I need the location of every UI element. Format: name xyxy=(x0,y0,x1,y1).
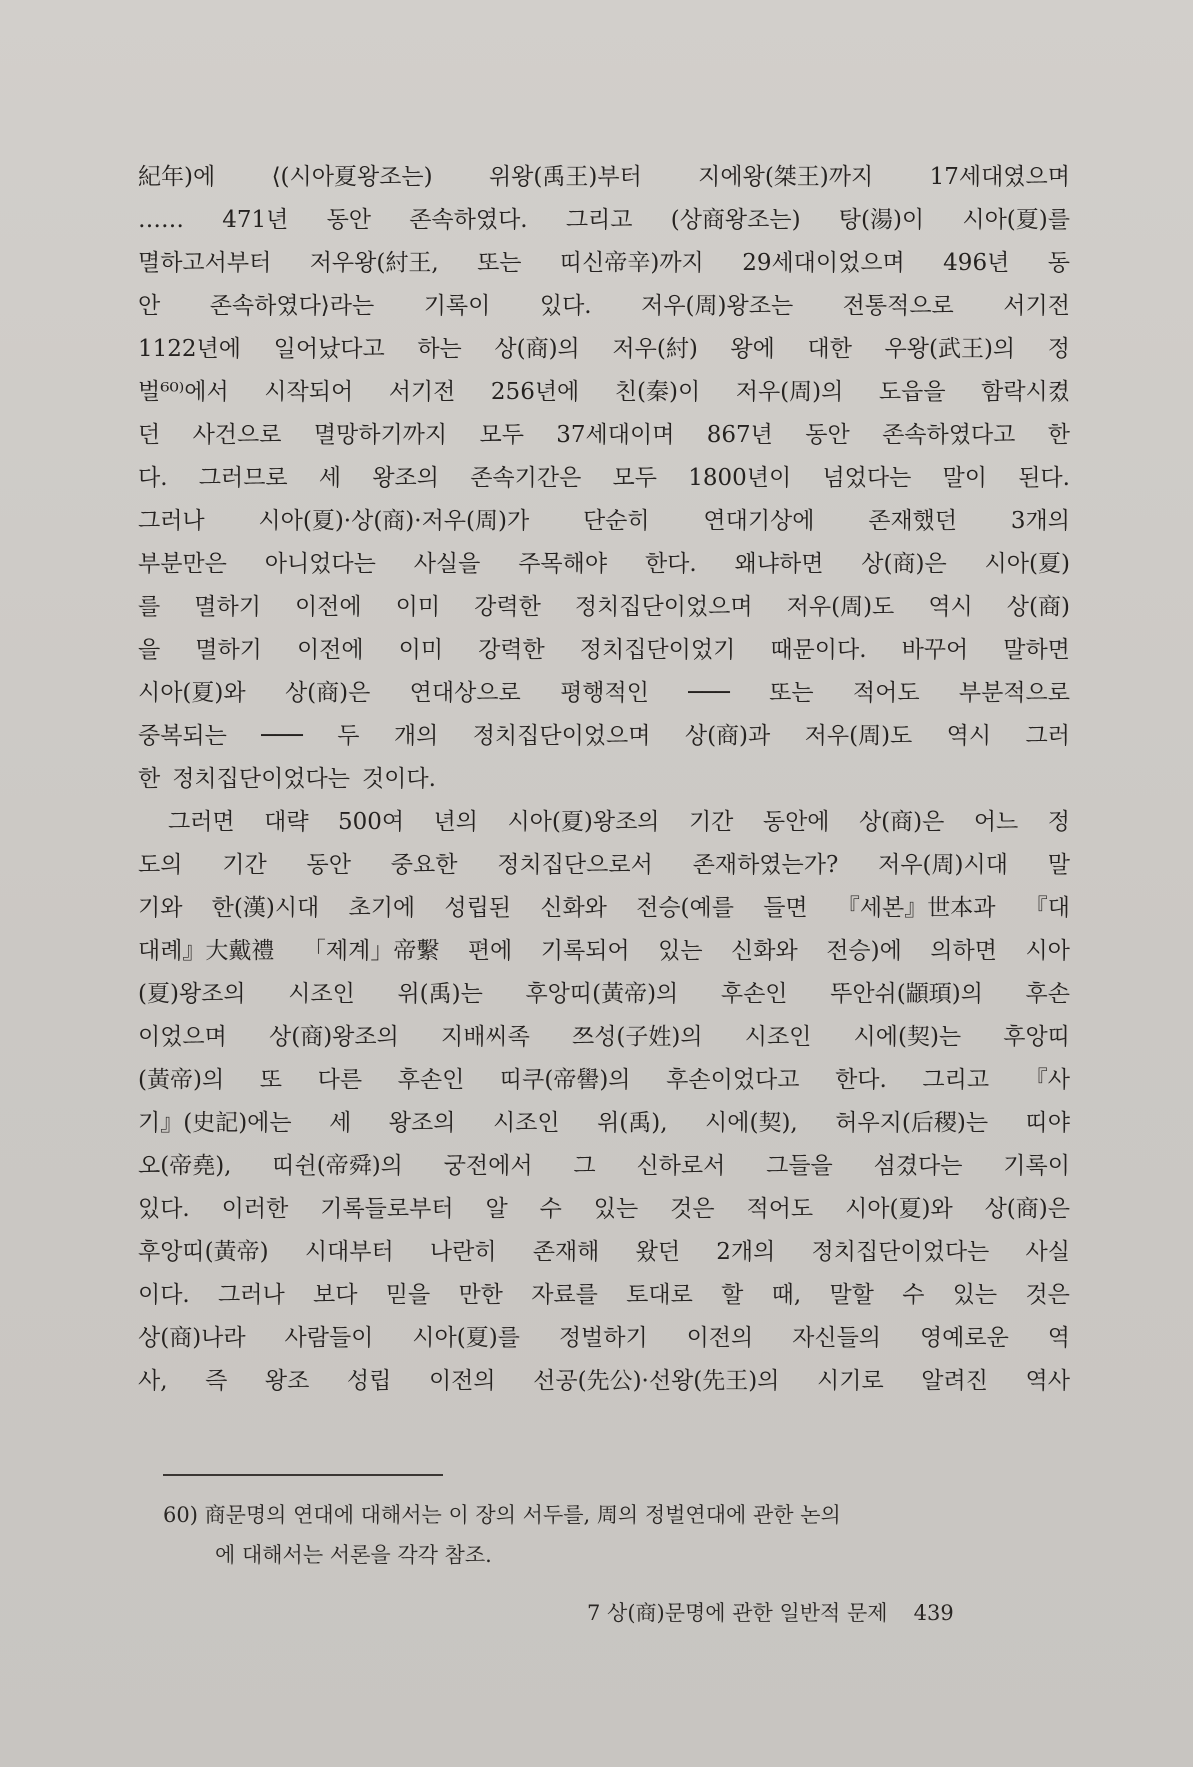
word: 자료를 xyxy=(531,1282,598,1308)
text-line xyxy=(138,930,1070,973)
word: 세 xyxy=(329,1110,352,1136)
word: 존재해 xyxy=(532,1239,600,1265)
word: (상商왕조는) xyxy=(670,207,801,233)
word: 존속기간은 xyxy=(470,465,582,491)
word: 적어도 xyxy=(746,1196,814,1222)
paragraph-2 xyxy=(138,801,1070,1403)
word: ─── xyxy=(261,723,303,749)
word: 존속하였다. xyxy=(409,207,528,233)
word: 저우(周)도 xyxy=(804,723,913,749)
word: 기록들로부터 xyxy=(320,1196,454,1222)
word: 시아(夏)를 xyxy=(962,207,1070,233)
word: 동안 xyxy=(306,852,351,878)
word: 있다. xyxy=(539,293,592,319)
word: 평행적인 xyxy=(560,680,649,706)
word: 상(商)은 xyxy=(284,680,371,706)
word: 정치집단이었다는 xyxy=(811,1239,990,1265)
text-line xyxy=(138,1059,1070,1102)
word: 있다. xyxy=(138,1196,190,1222)
word: 멸망하기까지 xyxy=(313,422,448,448)
text-line xyxy=(138,629,1070,672)
word: 의하면 xyxy=(930,938,997,964)
word: 들면 xyxy=(763,895,808,921)
word: 초기에 xyxy=(348,895,416,921)
word: 후앙띠(黃帝)의 xyxy=(525,981,679,1007)
word: 저우왕(紂王, xyxy=(309,250,439,276)
word: 대한 xyxy=(807,336,852,362)
word: 중복되는 xyxy=(138,723,227,749)
text-line xyxy=(138,1016,1070,1059)
word: 시에(契)는 xyxy=(853,1024,962,1050)
word: 정치집단으로서 xyxy=(497,852,653,878)
word: 사건으로 xyxy=(192,422,282,448)
word: 수 xyxy=(539,1196,562,1222)
word: 이전에 xyxy=(294,594,362,620)
word: 있는 xyxy=(593,1196,639,1222)
text-line xyxy=(138,371,1070,414)
word: 지에왕(桀王)까지 xyxy=(698,164,874,190)
word: 쯔성(子姓)의 xyxy=(572,1024,703,1050)
word: 사실을 xyxy=(413,551,481,577)
text-line xyxy=(138,887,1070,930)
word: 함락시켰 xyxy=(981,379,1070,405)
word: 정치집단이었다는 xyxy=(172,766,350,792)
word: 토대로 xyxy=(626,1282,693,1308)
word: 왕조 xyxy=(264,1368,310,1394)
word: 연대상으로 xyxy=(409,680,521,706)
word: 존재하였는가? xyxy=(692,852,839,878)
page-number: 439 xyxy=(913,1601,954,1625)
footnote-divider xyxy=(163,1474,443,1476)
word: 신하로서 xyxy=(636,1153,726,1179)
word: 역사 xyxy=(1025,1368,1070,1394)
word: 말 xyxy=(1047,852,1070,878)
word: 다. xyxy=(138,465,168,491)
word: 그 xyxy=(573,1153,596,1179)
word: 탕(湯)이 xyxy=(838,207,925,233)
word: 때, xyxy=(771,1282,802,1308)
word: (黃帝)의 xyxy=(138,1067,225,1093)
text-line xyxy=(138,715,1070,758)
text-line xyxy=(138,285,1070,328)
word: 우왕(武王)의 xyxy=(884,336,1016,362)
word: 시아 xyxy=(1025,938,1070,964)
word: 그리고 xyxy=(922,1067,990,1093)
word: 오(帝堯), xyxy=(138,1153,232,1179)
word: 성립된 xyxy=(444,895,512,921)
word: 멸하기 xyxy=(194,594,261,620)
word: 영예로운 xyxy=(919,1325,1009,1351)
word: 37세대이며 xyxy=(556,422,675,448)
word: 전통적으로 xyxy=(842,293,954,319)
word: 동안 xyxy=(805,422,850,448)
word: 것이다. xyxy=(361,766,436,792)
word: 기록이 xyxy=(1003,1153,1070,1179)
text-line xyxy=(138,328,1070,371)
word: 이러한 xyxy=(221,1196,289,1222)
word: 믿을 xyxy=(385,1282,431,1308)
word: 정벌하기 xyxy=(558,1325,648,1351)
word: 모두 xyxy=(479,422,524,448)
word: 신화와 xyxy=(731,938,798,964)
text-line xyxy=(138,242,1070,285)
word: 시에(契), xyxy=(705,1110,798,1136)
word: 알려진 xyxy=(921,1368,988,1394)
text-line xyxy=(138,758,1070,801)
word: 29세대이었으며 xyxy=(742,250,905,276)
word: 존재했던 xyxy=(868,508,958,534)
word: 나란히 xyxy=(429,1239,497,1265)
word: 편에 xyxy=(467,938,513,964)
word: 된다. xyxy=(1018,465,1070,491)
text-line xyxy=(138,500,1070,543)
word: 말하면 xyxy=(1003,637,1070,663)
word: 867년 xyxy=(706,422,773,448)
word: 말할 xyxy=(829,1282,874,1308)
word: 왔던 xyxy=(635,1239,681,1265)
word: 역시 xyxy=(946,723,992,749)
word: 허우지(后稷)는 xyxy=(835,1110,989,1136)
text-line xyxy=(138,457,1070,500)
word: 상(商)은 xyxy=(861,551,947,577)
word: 궁전에서 xyxy=(443,1153,533,1179)
word: 또 xyxy=(259,1067,282,1093)
word: 섬겼다는 xyxy=(873,1153,963,1179)
word: 시조인 xyxy=(744,1024,812,1050)
word: 벌⁶⁰⁾에서 xyxy=(138,379,229,405)
word: 紀年)에 xyxy=(138,164,216,190)
word: 그러 xyxy=(1025,723,1070,749)
text-line xyxy=(138,672,1070,715)
word: 256년에 xyxy=(490,379,580,405)
word: 중요한 xyxy=(390,852,458,878)
word: 2개의 xyxy=(716,1239,776,1265)
word: 사람들이 xyxy=(284,1325,374,1351)
word: 기』(史記)에는 xyxy=(138,1110,292,1136)
word: ⟨(시아夏왕조는) xyxy=(271,164,433,190)
word: 동안 xyxy=(326,207,371,233)
word: 강력한 xyxy=(478,637,545,663)
text-line xyxy=(138,1274,1070,1317)
word: 왕조의 xyxy=(388,1110,456,1136)
footnote-line: 60) 商문명의 연대에 대해서는 이 장의 서두를, 周의 정벌연대에 관한 논의 xyxy=(163,1503,841,1527)
word: 멸하고서부터 xyxy=(138,250,272,276)
word: 이전의 xyxy=(686,1325,754,1351)
text-line xyxy=(138,1360,1070,1403)
word: 기간 xyxy=(222,852,267,878)
word: 존속하였다고 xyxy=(882,422,1016,448)
word: 그러면 xyxy=(168,809,235,835)
word: 단순히 xyxy=(582,508,650,534)
word: 부분적으로 xyxy=(958,680,1070,706)
word: 던 xyxy=(138,422,161,448)
main-text xyxy=(138,156,1070,1403)
text-line xyxy=(138,801,1070,844)
word: 또는 xyxy=(769,680,814,706)
word: 즉 xyxy=(205,1368,228,1394)
word: 아니었다는 xyxy=(264,551,376,577)
word: 『대 xyxy=(1024,895,1070,921)
word: 이전에 xyxy=(296,637,364,663)
word: 상(商)과 xyxy=(684,723,771,749)
word: 또는 xyxy=(477,250,522,276)
word: 띠쉰(帝舜)의 xyxy=(272,1153,403,1179)
word: 시아(夏)와 xyxy=(138,680,246,706)
word: 전승(예를 xyxy=(636,895,734,921)
word: 왜냐하면 xyxy=(734,551,824,577)
word: 『세본』世本과 xyxy=(836,895,996,921)
word: 그러나 xyxy=(138,508,205,534)
word: 하는 xyxy=(417,336,462,362)
word: 왕조의 xyxy=(372,465,439,491)
word: 그리고 xyxy=(565,207,633,233)
word: 496년 xyxy=(943,250,1010,276)
word: 를 xyxy=(138,594,161,620)
word: 후앙띠 xyxy=(1003,1024,1070,1050)
word: ─── xyxy=(688,680,730,706)
word: 상(商)왕조의 xyxy=(269,1024,399,1050)
word: 정 xyxy=(1047,336,1070,362)
word: 저우(周)시대 xyxy=(878,852,1008,878)
word: 시아(夏)와 xyxy=(845,1196,953,1222)
word: 1800년이 xyxy=(688,465,792,491)
word: 그들을 xyxy=(766,1153,833,1179)
word: 위왕(禹王)부터 xyxy=(488,164,642,190)
word: 저우(紂) xyxy=(612,336,698,362)
word: 지배씨족 xyxy=(440,1024,530,1050)
word: 한다. xyxy=(644,551,697,577)
word: 수 xyxy=(902,1282,925,1308)
footnote-line: 에 대해서는 서론을 각각 참조. xyxy=(215,1543,492,1567)
word: 때문이다. xyxy=(770,637,867,663)
word: 있는 xyxy=(658,938,703,964)
word: 이었으며 xyxy=(138,1024,227,1050)
chapter-title: 7 상(商)문명에 관한 일반적 문제 xyxy=(587,1601,888,1625)
text-line xyxy=(138,1188,1070,1231)
word: 위(禹), xyxy=(597,1110,668,1136)
word: 안 xyxy=(138,293,161,319)
text-line xyxy=(138,844,1070,887)
word: 저우(周)의 xyxy=(735,379,844,405)
word: 것은 xyxy=(670,1196,715,1222)
word: 띠쿠(帝嚳)의 xyxy=(499,1067,631,1093)
word: 시아(夏)·상(商)·저우(周)가 xyxy=(258,508,530,534)
word: 상(商) xyxy=(1006,594,1070,620)
word: 기와 xyxy=(138,895,183,921)
word: 한 xyxy=(1047,422,1070,448)
word: 시기로 xyxy=(817,1368,884,1394)
word: 정치집단이었으며 xyxy=(472,723,651,749)
word: …… xyxy=(138,207,184,233)
word: 시아(夏)왕조의 xyxy=(507,809,660,835)
text-line xyxy=(138,1102,1070,1145)
word: 만한 xyxy=(458,1282,503,1308)
word: 보다 xyxy=(313,1282,358,1308)
word: 이다. xyxy=(138,1282,190,1308)
text-line xyxy=(138,1145,1070,1188)
paragraph-1 xyxy=(138,156,1070,801)
word: 정치집단이었기 xyxy=(579,637,736,663)
word: 부분만은 xyxy=(138,551,227,577)
word: 바꾸어 xyxy=(901,637,969,663)
word: 어느 xyxy=(973,809,1019,835)
word: 역 xyxy=(1047,1325,1070,1351)
word: 모두 xyxy=(612,465,657,491)
word: 한다. xyxy=(835,1067,887,1093)
word: 「제계」帝繫 xyxy=(302,938,440,964)
word: 기간 xyxy=(688,809,734,835)
word: 역시 xyxy=(928,594,973,620)
word: 있는 xyxy=(952,1282,998,1308)
word: 시조인 xyxy=(492,1110,560,1136)
word: 시대부터 xyxy=(304,1239,394,1265)
word: 두 xyxy=(337,723,360,749)
word: 대략 xyxy=(264,809,309,835)
word: 동안에 xyxy=(762,809,830,835)
word: 그러므로 xyxy=(198,465,288,491)
word: 500여 xyxy=(338,809,405,835)
text-line xyxy=(138,586,1070,629)
word: 선공(先公)·선왕(先王)의 xyxy=(533,1368,780,1394)
word: 할 xyxy=(721,1282,744,1308)
word: 대례』大戴禮 xyxy=(138,938,275,964)
word: 후손인 xyxy=(720,981,788,1007)
word: 자신들의 xyxy=(792,1325,882,1351)
text-line xyxy=(138,1231,1070,1274)
text-line xyxy=(138,1317,1070,1360)
word: 강력한 xyxy=(474,594,541,620)
word: 띠신帝辛)까지 xyxy=(559,250,704,276)
word: 사실 xyxy=(1025,1239,1070,1265)
word: 연대기상에 xyxy=(703,508,815,534)
word: 17세대였으며 xyxy=(929,164,1070,190)
word: 친(秦)이 xyxy=(614,379,701,405)
word: 도읍을 xyxy=(878,379,946,405)
word: 년의 xyxy=(433,809,479,835)
word: 후손이었다고 xyxy=(666,1067,800,1093)
footnote-60 xyxy=(163,1495,1069,1575)
text-line xyxy=(138,973,1070,1016)
word: 위(禹)는 xyxy=(397,981,483,1007)
word: 상(商)은 xyxy=(858,809,945,835)
word: 넘었다는 xyxy=(822,465,912,491)
word: 주목해야 xyxy=(518,551,608,577)
word: 3개의 xyxy=(1010,508,1070,534)
word: 말이 xyxy=(942,465,987,491)
word: 개의 xyxy=(393,723,439,749)
word: 왕에 xyxy=(730,336,775,362)
word: 1122년에 xyxy=(138,336,241,362)
word: 띠야 xyxy=(1025,1110,1070,1136)
word: 상(商)나라 xyxy=(138,1325,246,1351)
word: 시작되어 xyxy=(264,379,354,405)
word: 시조인 xyxy=(288,981,355,1007)
word: 도의 xyxy=(138,852,183,878)
word: 동 xyxy=(1047,250,1070,276)
word: 기록이 xyxy=(423,293,491,319)
word: 이전의 xyxy=(428,1368,496,1394)
word: 성립 xyxy=(346,1368,392,1394)
text-line xyxy=(138,156,1070,199)
word: 상(商)은 xyxy=(984,1196,1070,1222)
word: 저우(周)도 xyxy=(786,594,895,620)
word: 서기전 xyxy=(1003,293,1070,319)
word: 다른 xyxy=(317,1067,363,1093)
word: (夏)왕조의 xyxy=(138,981,246,1007)
word: 적어도 xyxy=(852,680,920,706)
word: 시아(夏)를 xyxy=(412,1325,520,1351)
word: 을 xyxy=(138,637,161,663)
word: 전승)에 xyxy=(826,938,902,964)
text-line xyxy=(138,414,1070,457)
word: 정 xyxy=(1047,809,1070,835)
word: 뚜안쉬(顓頊)의 xyxy=(830,981,983,1007)
word: 한(漢)시대 xyxy=(211,895,320,921)
word: 후손 xyxy=(1025,981,1070,1007)
word: 이미 xyxy=(398,637,444,663)
word: 그러나 xyxy=(218,1282,285,1308)
word: 세 xyxy=(318,465,342,491)
word: 기록되어 xyxy=(540,938,630,964)
word: 사, xyxy=(138,1368,168,1394)
text-line xyxy=(138,199,1070,242)
word: 멸하기 xyxy=(195,637,262,663)
word: 신화와 xyxy=(540,895,607,921)
word: 471년 xyxy=(222,207,289,233)
word: 『사 xyxy=(1024,1067,1070,1093)
running-footer xyxy=(587,1597,954,1627)
word: 한 xyxy=(138,766,161,792)
word: 상(商)의 xyxy=(494,336,580,362)
word: 후손인 xyxy=(397,1067,465,1093)
word: 이미 xyxy=(395,594,441,620)
word: 알 xyxy=(485,1196,508,1222)
word: 후앙띠(黃帝) xyxy=(138,1239,269,1265)
word: 것은 xyxy=(1025,1282,1070,1308)
word: 시아(夏) xyxy=(984,551,1070,577)
word: 정치집단이었으며 xyxy=(574,594,753,620)
text-line xyxy=(138,543,1070,586)
word: 일어났다고 xyxy=(273,336,385,362)
word: 존속하였다⟩라는 xyxy=(209,293,375,319)
word: 저우(周)왕조는 xyxy=(641,293,794,319)
word: 서기전 xyxy=(388,379,456,405)
